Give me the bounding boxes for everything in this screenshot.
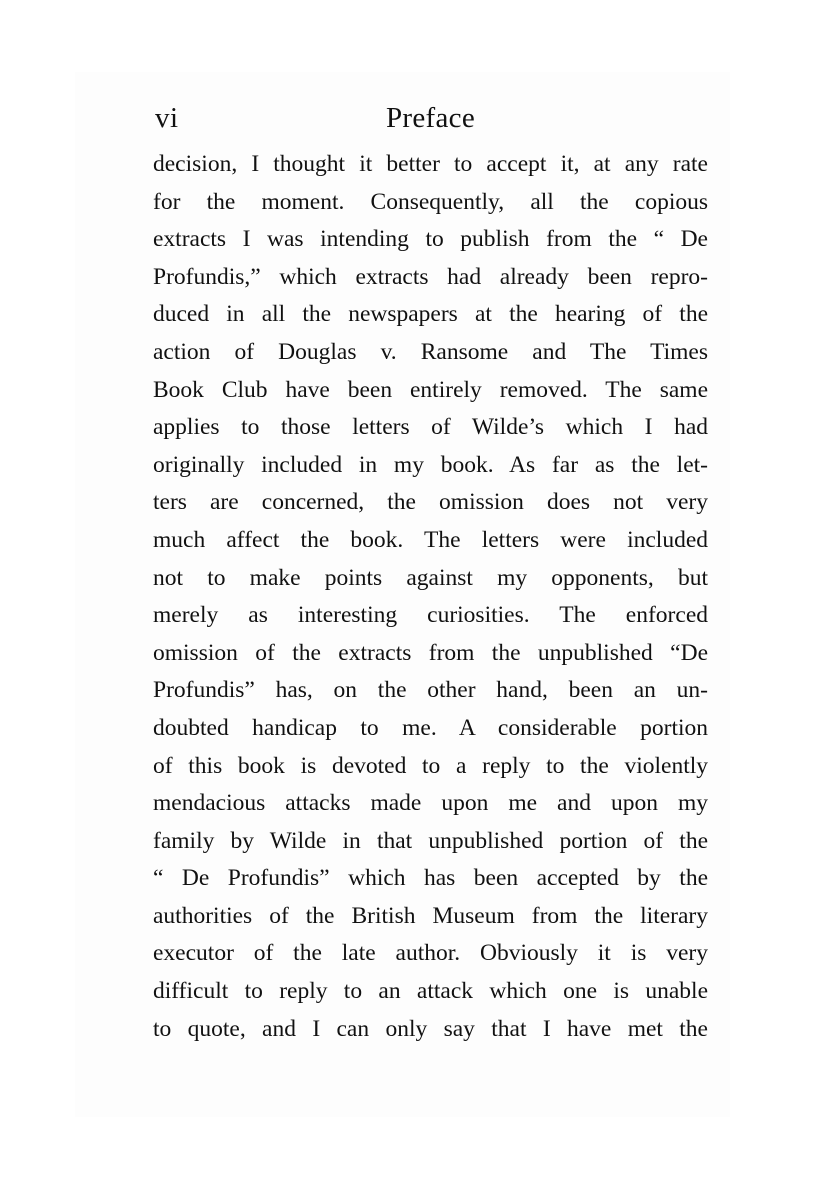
text-line: merely as interesting curiosities. The enforced [153,602,708,629]
text-line: originally included in my book. As far as the let- [153,451,708,478]
text-line: not to make points against my opponents, but [153,564,708,591]
text-line: for the moment. Consequently, all the copious [153,188,708,215]
text-line: much affect the book. The letters were included [153,526,708,553]
text-line: Book Club have been entirely removed. The same [153,376,708,403]
text-line: ters are concerned, the omission does not very [153,489,708,516]
text-line: doubted handicap to me. A considerable portion [153,714,708,741]
text-line: omission of the extracts from the unpublished “De [153,639,708,666]
text-line: extracts I was intending to publish from the “ De [153,226,708,253]
text-line: “ De Profundis” which has been accepted by the [153,865,708,892]
text-line: duced in all the newspapers at the hearing of the [153,301,708,328]
running-title: Preface [385,102,476,134]
text-line: Profundis,” which extracts had already been repro- [153,263,708,290]
text-line: of this book is devoted to a reply to the violently [153,752,708,779]
page-number: vi [155,102,179,134]
text-line: to quote, and I can only say that I have met the [153,1015,708,1042]
text-line: applies to those letters of Wilde’s which I had [153,414,708,441]
text-line: authorities of the British Museum from the literary [153,902,708,929]
text-line: mendacious attacks made upon me and upon my [153,790,708,817]
text-line: executor of the late author. Obviously it is very [153,940,708,967]
text-line: decision, I thought it better to accept it, at any rate [153,151,708,177]
text-line: Profundis” has, on the other hand, been an un- [153,677,708,704]
page-header [153,98,708,138]
text-line: difficult to reply to an attack which one is unable [153,978,708,1005]
body-text [153,146,708,1048]
text-line: family by Wilde in that unpublished portion of the [153,827,708,854]
text-line: action of Douglas v. Ransome and The Times [153,338,708,365]
